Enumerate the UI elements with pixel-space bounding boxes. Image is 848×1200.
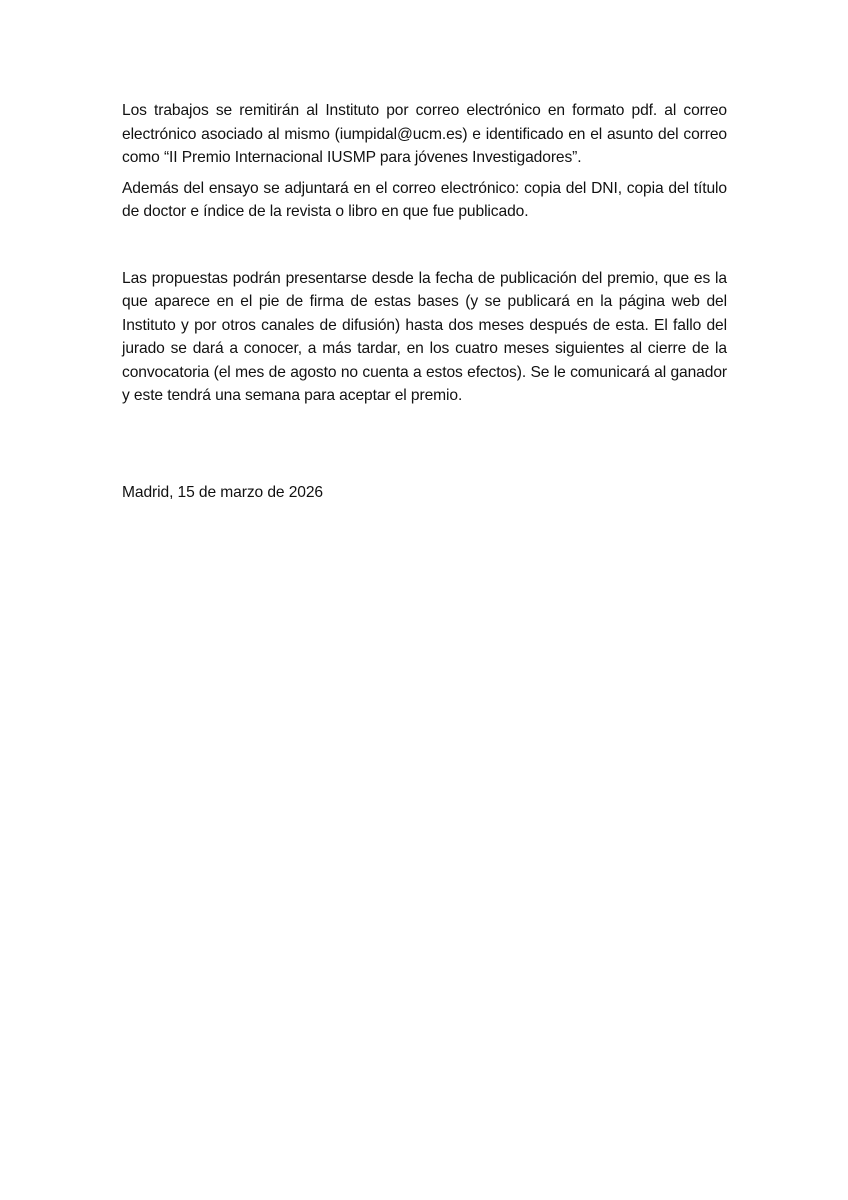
paragraph-deadlines: Las propuestas podrán presentarse desde la fecha de publicación del premio, que es la que aparece en el pie de firma de estas bases (y se publicará en la página web del Instituto y por otros canales de difusión) hasta dos meses después de esta. El fallo del jurado se dará a conocer, a más tardar, en los cuatro meses siguientes al cierre de la convocatoria (el mes de agosto no cuenta a estos efectos). Se le comunicará al ganador y este tendrá una semana para aceptar el premio. [122,269,727,404]
document-body [122,99,727,504]
paragraph-required-attachments: Además del ensayo se adjuntará en el correo electrónico: copia del DNI, copia del título de doctor e índice de la revista o libro en que fue publicado. [122,179,727,220]
signature-date: Madrid, 15 de marzo de 2026 [122,483,324,501]
paragraph-submission-instructions: Los trabajos se remitirán al Instituto por correo electrónico en formato pdf. al correo electrónico asociado al mismo (iumpidal@ucm.es) e identificado en el asunto del correo como “II Premio Internacional IUSMP para jóvenes Investigadores”. [122,102,727,166]
